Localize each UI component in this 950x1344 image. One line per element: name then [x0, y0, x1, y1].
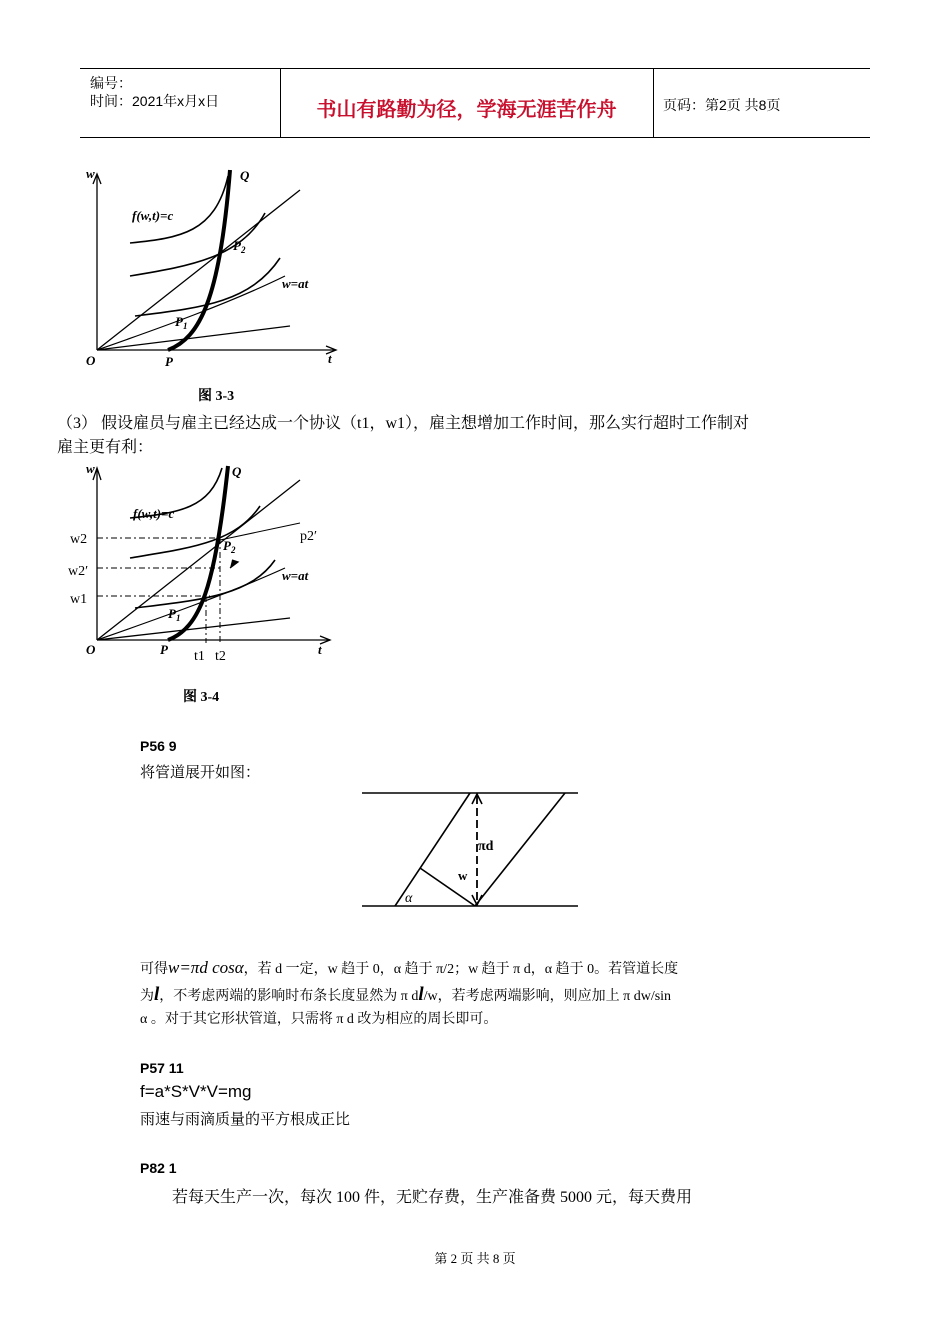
- strip-left-edge: [395, 793, 470, 906]
- p82-heading: P82 1: [140, 1160, 177, 1176]
- pipe-unrolled-figure: [360, 788, 580, 913]
- fig33-p-label: P: [165, 354, 173, 369]
- fig33-p1-label: $P_1$: [175, 314, 188, 331]
- fig34-p1-label: $P_1$: [168, 606, 181, 623]
- overtime-arrow: [230, 560, 238, 568]
- ray-line-1: [97, 480, 300, 640]
- p57-formula: f=a*S*V*V=mg: [140, 1082, 252, 1101]
- motto: 书山有路勤为径，学海无涯苦作舟: [316, 99, 617, 121]
- p56-line2-b: ，不考虑两端的影响时布条长度显然为 π d: [159, 989, 419, 1004]
- fig33-t-label: t: [328, 351, 332, 366]
- pid-label: πd: [478, 839, 494, 854]
- fig34-o-label: O: [86, 642, 96, 657]
- p56-line2-c: /w，若考虑两端影响，则应加上 π dw/sin: [423, 989, 672, 1004]
- para3-line1: （3） 假设雇员与雇主已经达成一个协议（t1，w1），雇主想增加工作时间，那么实行超时工作制对: [57, 415, 750, 432]
- fig34-p-label: P: [160, 642, 168, 657]
- fig34-t1-label: t1: [194, 649, 205, 664]
- fig34-caption: 图 3-4: [183, 690, 220, 705]
- p56-line1-a: 可得: [140, 962, 168, 977]
- p57-text: 雨速与雨滴质量的平方根成正比: [140, 1112, 351, 1128]
- p56-formula: w=πd cosα: [168, 958, 244, 977]
- w-label: w: [458, 868, 468, 883]
- p56-l-symbol: l: [154, 984, 160, 1005]
- p56-intro: 将管道展开如图：: [140, 765, 261, 781]
- fig34-p2-label: $P_2$: [223, 538, 236, 555]
- header-left-cell: [80, 69, 281, 137]
- fig33-f-label: f(w,t)=c: [132, 208, 174, 223]
- fig34-w2-label: w2: [70, 532, 88, 547]
- fig33-p2-label: $P_2$: [233, 238, 246, 255]
- fig33-o-label: O: [86, 353, 96, 368]
- p82-text: 若每天生产一次，每次 100 件，无贮存费，生产准备费 5000 元，每天费用: [172, 1189, 693, 1206]
- p56-heading: P56 9: [140, 738, 177, 754]
- figure-3-4: [60, 458, 350, 668]
- p56-line1-b: ，若 d 一定，w 趋于 0，α 趋于 π/2；w 趋于 π d，α 趋于 0。若管道长度: [243, 962, 679, 977]
- p56-line1: [140, 958, 678, 978]
- alpha-label: α: [405, 891, 413, 906]
- serial-label: 编号：: [90, 75, 132, 91]
- p56-l-symbol-2: l: [418, 984, 424, 1005]
- p56-line2: [140, 984, 671, 1006]
- para3-line2: 雇主更有利：: [57, 439, 154, 456]
- fig34-wat-label: w=at: [282, 568, 309, 583]
- p57-heading: P57 11: [140, 1060, 184, 1076]
- fig34-q-label: Q: [232, 464, 242, 479]
- fig34-w1-label: w1: [70, 592, 88, 607]
- fig33-w-label: w: [86, 166, 95, 181]
- fig34-w-label: w: [86, 461, 95, 476]
- fig33-wat-label: w=at: [282, 276, 309, 291]
- fig34-t-label: t: [318, 642, 322, 657]
- p56-line3: α 。对于其它形状管道，只需将 π d 改为相应的周长即可。: [140, 1012, 498, 1027]
- p56-line2-a: 为: [140, 989, 154, 1004]
- fig34-f-label: f(w,t)=c: [133, 506, 175, 521]
- page-footer: 第 2 页 共 8 页: [434, 1251, 516, 1266]
- page-info: 页码：第2页 共8页: [663, 97, 781, 113]
- fig34-p2p-label: p2′: [300, 529, 318, 544]
- figure-3-3: [80, 158, 355, 373]
- header-center-cell: [280, 69, 654, 137]
- header-table: [80, 68, 870, 138]
- time-label: 时间：2021年x月x日: [90, 93, 220, 109]
- fig34-t2-label: t2: [215, 649, 226, 664]
- fig34-w2p-label: w2′: [68, 564, 89, 579]
- header-right-cell: [653, 69, 870, 137]
- fig33-q-label: Q: [240, 168, 250, 183]
- fig33-caption: 图 3-3: [198, 389, 235, 404]
